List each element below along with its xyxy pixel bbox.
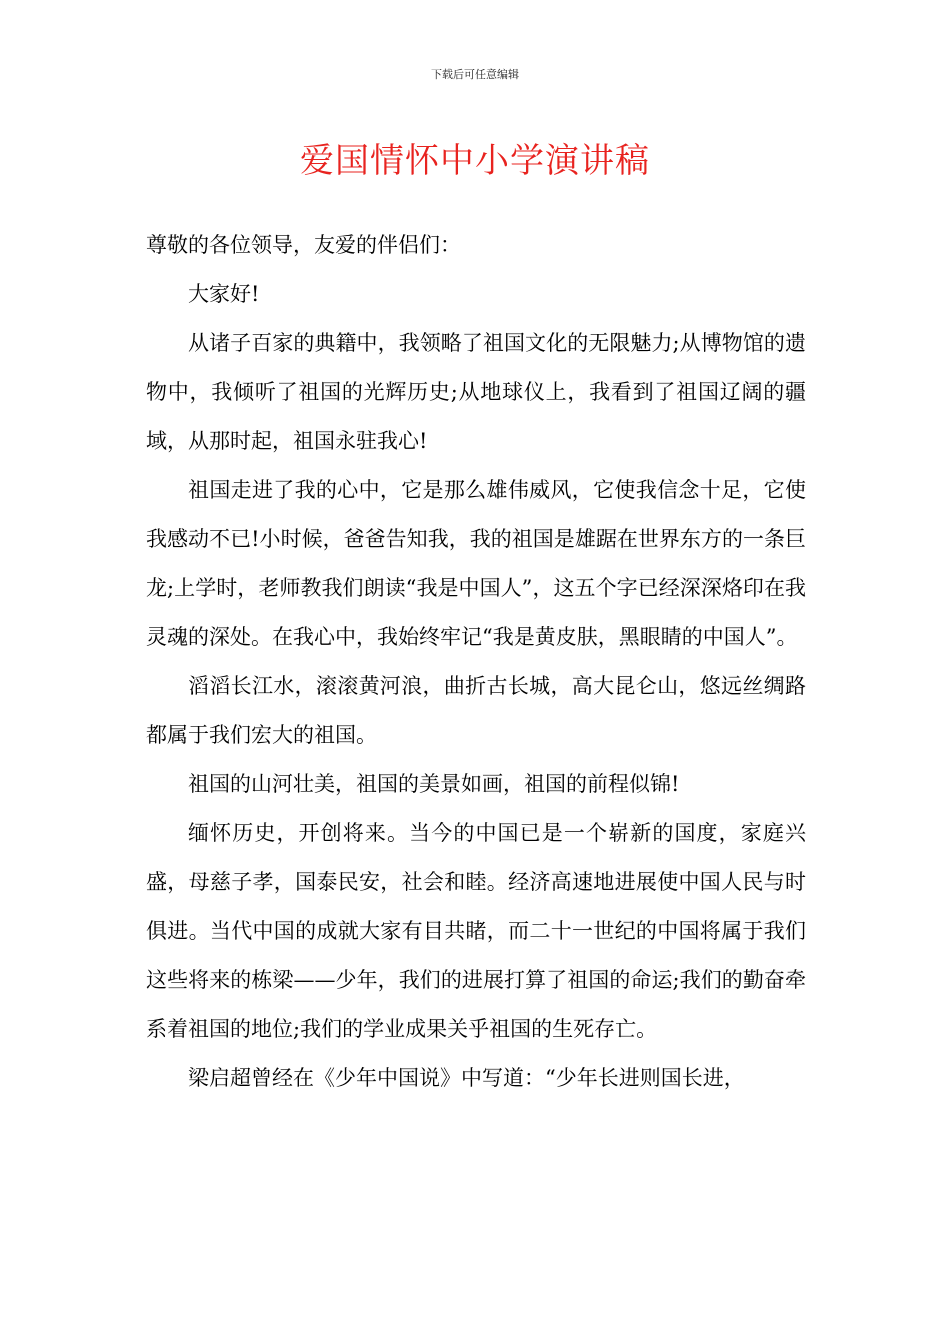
salutation: 尊敬的各位领导，友爱的伴侣们： <box>146 233 461 257</box>
paragraph: 梁启超曾经在《少年中国说》中写道：“少年长进则国长进， <box>188 1066 745 1090</box>
document-title: 爱国情怀中小学演讲稿 <box>300 141 650 181</box>
paragraph: 缅怀历史，开创将来。当今的中国已是一个崭新的国度，家庭兴盛，母慈子孝，国泰民安，社会和睦。经济高速地进展使中国人民与时俱进。当代中国的成就大家有目共睹，而二十一世纪的中国将属于我们这些将来的栋梁——少年，我们的进展打算了祖国的命运;我们的勤奋牵系着祖国的地位;我们的学业成果关乎祖国的生死存亡。 <box>146 821 806 1041</box>
header-note: 下载后可任意编辑 <box>431 68 519 81</box>
paragraph: 祖国的山河壮美，祖国的美景如画，祖国的前程似锦! <box>188 772 680 796</box>
paragraph: 滔滔长江水，滚滚黄河浪，曲折古长城，高大昆仑山，悠远丝绸路都属于我们宏大的祖国。 <box>146 674 806 747</box>
document-body <box>146 221 806 1103</box>
paragraph: 从诸子百家的典籍中，我领略了祖国文化的无限魅力;从博物馆的遗物中，我倾听了祖国的光辉历史;从地球仪上，我看到了祖国辽阔的疆域，从那时起，祖国永驻我心! <box>146 331 806 453</box>
paragraph-greeting: 大家好! <box>188 282 260 306</box>
paragraph: 祖国走进了我的心中，它是那么雄伟威风，它使我信念十足，它使我感动不已!小时候，爸爸告知我，我的祖国是雄踞在世界东方的一条巨龙;上学时，老师教我们朗读“我是中国人”，这五个字已经深深烙印在我灵魂的深处。在我心中，我始终牢记“我是黄皮肤，黑眼睛的中国人”。 <box>146 478 806 649</box>
